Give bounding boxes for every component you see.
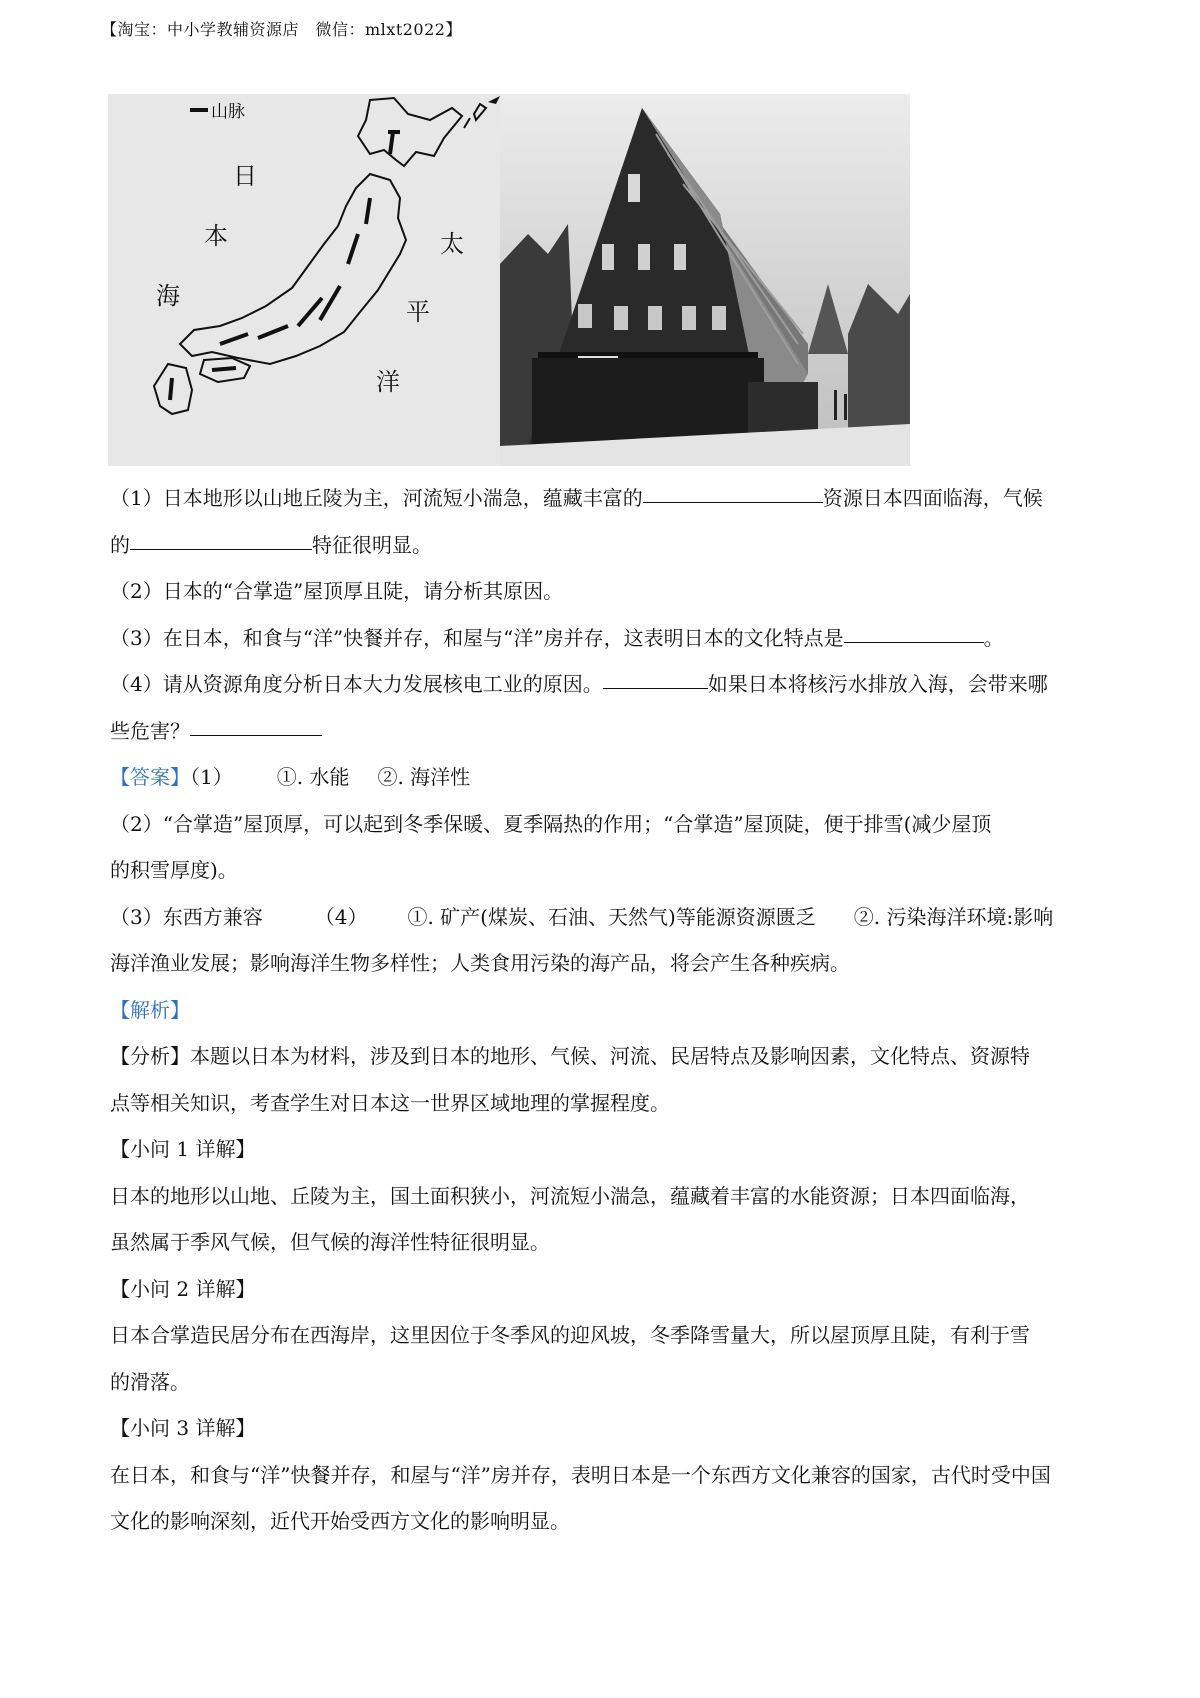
hokkaido-mountain [388,132,400,154]
analysis-fenxi-2: 点等相关知识，考查学生对日本这一世界区域地理的掌握程度。 [110,1090,670,1115]
ocean-label-3: 洋 [376,368,400,396]
answer-line-1: 【答案】（1） ①. 水能 ②. 海洋性 [110,765,471,789]
sub-question-3-line-1: 在日本，和食与“洋”快餐并存，和屋与“洋”房并存，表明日本是一个东西方文化兼容的国家，古代时受中国 [110,1462,1051,1487]
japan-map [154,96,500,414]
gassho-house-photo [500,94,910,466]
sub-question-2-line-1: 日本合掌造民居分布在西海岸，这里因位于冬季风的迎风坡，冬季降雪量大，所以屋顶厚且陡，有利于雪 [110,1323,1030,1347]
figure-svg [108,94,910,466]
question-content [110,475,1100,1545]
legend-label: 山脉 [211,102,245,122]
answer-line-2: （2）“合掌造”屋顶厚，可以起到冬季保暖、夏季隔热的作用；“合掌造”屋顶陡，便于排雪(减少屋顶 [110,811,992,836]
answer-blank-4[interactable] [603,688,708,689]
figure-japan-map-and-gassho-house [108,94,910,466]
ocean-label-2: 平 [406,298,430,326]
sub-question-1-line-2: 虽然属于季风气候，但气候的海洋性特征很明显。 [110,1230,550,1254]
answer-blank-3[interactable] [844,642,984,643]
sub-question-3-title: 【小问 3 详解】 [110,1416,256,1440]
answer-tag: 【答案】 [110,765,190,789]
page-header: 【淘宝：中小学教辅资源店 微信：mlxt2022】 [101,20,462,39]
question-1-line-1: （1）日本地形以山地丘陵为主，河流短小湍急，蕴藏丰富的 资源日本四面临海，气候 [110,486,1043,510]
answer-line-5: 海洋渔业发展；影响海洋生物多样性；人类食用污染的海产品，将会产生各种疾病。 [110,951,850,975]
question-2: （2）日本的“合掌造”屋顶厚且陡，请分析其原因。 [110,579,564,603]
analysis-tag: 【解析】 [110,997,190,1022]
analysis-fenxi-1: 【分析】本题以日本为材料，涉及到日本的地形、气候、河流、民居特点及影响因素，文化特点、资源特 [110,1044,1030,1068]
honshu-outline [180,174,406,364]
sub-question-2-line-2: 的滑落。 [110,1369,190,1394]
question-3: （3）在日本，和食与“洋”快餐并存，和屋与“洋”房并存，这表明日本的文化特点是 。 [110,625,1004,650]
answer-line-3: 的积雪厚度)。 [110,858,238,882]
answer-line-4: （3）东西方兼容 （4） ①. 矿产(煤炭、石油、天然气)等能源资源匮乏 ②. 污染海洋环境:影响 [110,904,1054,929]
sub-question-2-title: 【小问 2 详解】 [110,1276,256,1301]
answer-blank-2[interactable] [130,549,312,550]
sub-question-3-line-2: 文化的影响深刻，近代开始受西方文化的影响明显。 [110,1509,570,1533]
hokkaido-outline [358,98,462,166]
sea-label-2: 本 [204,222,228,250]
answer-blank-5[interactable] [190,735,322,736]
sea-label-3: 海 [156,282,180,310]
sea-label-1: 日 [233,162,257,190]
ocean-label-1: 太 [440,230,464,258]
sub-question-1-line-1: 日本的地形以山地、丘陵为主，国土面积狭小，河流短小湍急，蕴藏着丰富的水能资源；日本四面临海， [110,1183,1030,1208]
honshu-mountains [320,198,370,320]
question-4-line-1: （4）请从资源角度分析日本大力发展核电工业的原因。 如果日本将核污水排放入海，会带来哪 [110,672,1048,696]
question-1-line-2: 的 特征很明显。 [110,532,432,557]
sub-question-1-title: 【小问 1 详解】 [110,1137,256,1161]
question-4-line-2: 些危害？ [110,708,1100,755]
answer-blank-1[interactable] [643,502,823,503]
